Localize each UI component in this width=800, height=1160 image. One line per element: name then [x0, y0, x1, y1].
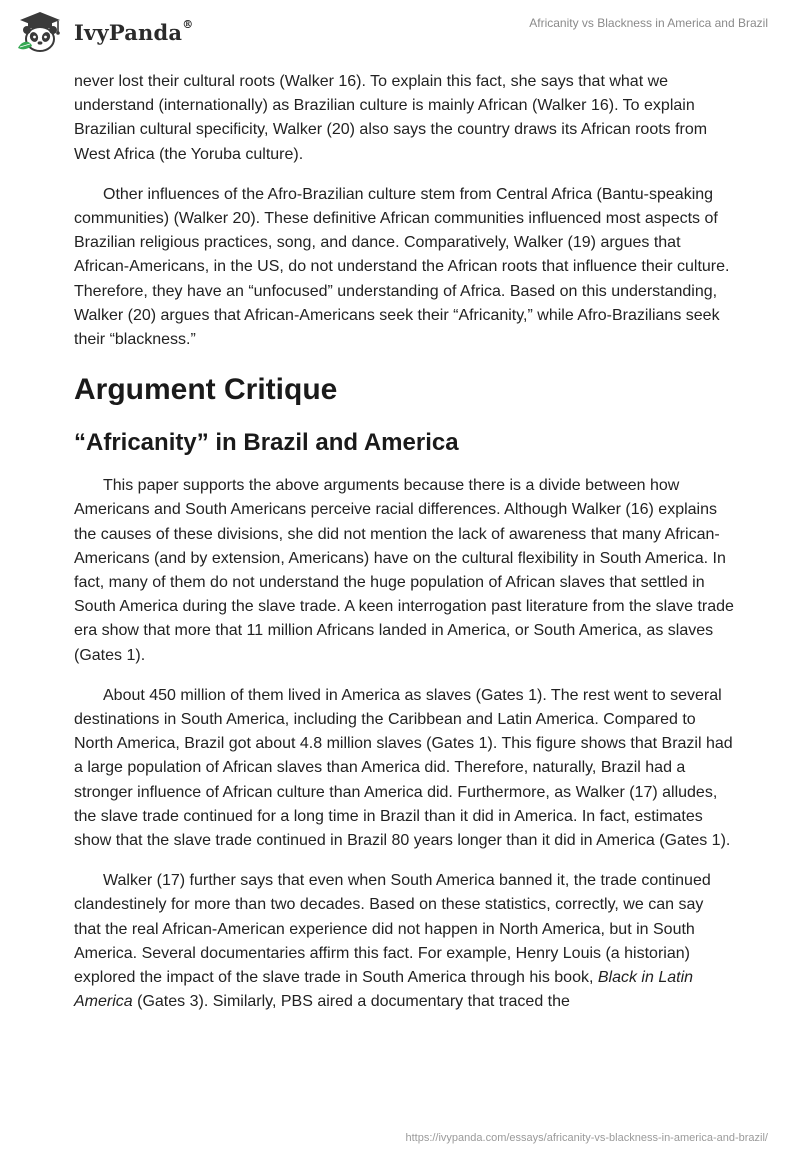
book-title: Black in Latin America: [74, 969, 694, 1011]
paragraph-text-end: (Gates 3). Similarly, PBS aired a documentary that traced the: [132, 993, 570, 1011]
subsection-heading-africanity: “Africanity” in Brazil and America: [74, 429, 459, 457]
panda-logo-icon: [14, 10, 66, 54]
paragraph-continued: never lost their cultural roots (Walker 16). To explain this fact, she says that what we understand (internationally) as Brazilian culture is mainly African (Walker 16). To explain Brazilian cultural specificity, Walker (20) also says the country draws its African roots from West Africa (the Yoruba culture).: [74, 73, 708, 163]
brand-name: IvyPanda®: [74, 17, 194, 45]
paragraph-text-start: Walker (17) further says that even when South America banned it, the trade continued clandestinely for more than two decades. Based on these statistics, correctly, we can say that the real African-American experience did not happen in North America, but in South America. Several documentaries affirm this fact. For example, Henry Louis (a historian) explored the impact of the slave trade in South America through his book,: [74, 872, 711, 987]
paragraph-afro-brazilian-influences: Other influences of the Afro-Brazilian culture stem from Central Africa (Bantu-speaking communities) (Walker 20). These definitive African communities influenced most aspects of Brazilian religious practices, song, and dance. Comparatively, Walker (19) argues that African-Americans, in the US, do not understand the African roots that influence their culture. Therefore, they have an “unfocused” understanding of Africa. Based on this understanding, Walker (20) argues that African-Americans seek their “Africanity,” while Afro-Brazilians seek their “blackness.”: [74, 185, 730, 349]
registered-mark: ®: [182, 17, 194, 31]
paragraph-clandestine-trade: [74, 869, 734, 1014]
source-url[interactable]: https://ivypanda.com/essays/africanity-vs-blackness-in-america-and-brazil/: [405, 1132, 768, 1144]
brand-logo[interactable]: [14, 10, 193, 54]
paragraph-racial-divide: This paper supports the above arguments because there is a divide between how Americans and South Americans perceive racial differences. Although Walker (16) explains the causes of these divisions, she did not mention the lack of awareness that many African-Americans (and by extension, Americans) have on the cultural flexibility in South America. In fact, many of them do not understand the huge population of African slaves that settled in South America during the slave trade. A keen interrogation past literature from the slave trade era show that more that 11 million Africans landed in America, or South America, as slaves (Gates 1).: [74, 477, 734, 664]
essay-body: [74, 70, 734, 1031]
page-header: [0, 0, 800, 64]
section-heading-argument-critique: Argument Critique: [74, 373, 338, 407]
paragraph-slave-statistics: About 450 million of them lived in America as slaves (Gates 1). The rest went to several destinations in South America, including the Caribbean and Latin America. Compared to North America, Brazil got about 4.8 million slaves (Gates 1). This figure shows that Brazil had a large population of African slaves than America did. Therefore, naturally, Brazil had a stronger influence of African culture than America did. Furthermore, as Walker (17) alludes, the slave trade continued for a long time in Brazil than it did in America. In fact, estimates show that the slave trade continued in Brazil 80 years longer than it did in America (Gates 1).: [74, 686, 733, 850]
document-title: Africanity vs Blackness in America and Brazil: [529, 16, 768, 30]
